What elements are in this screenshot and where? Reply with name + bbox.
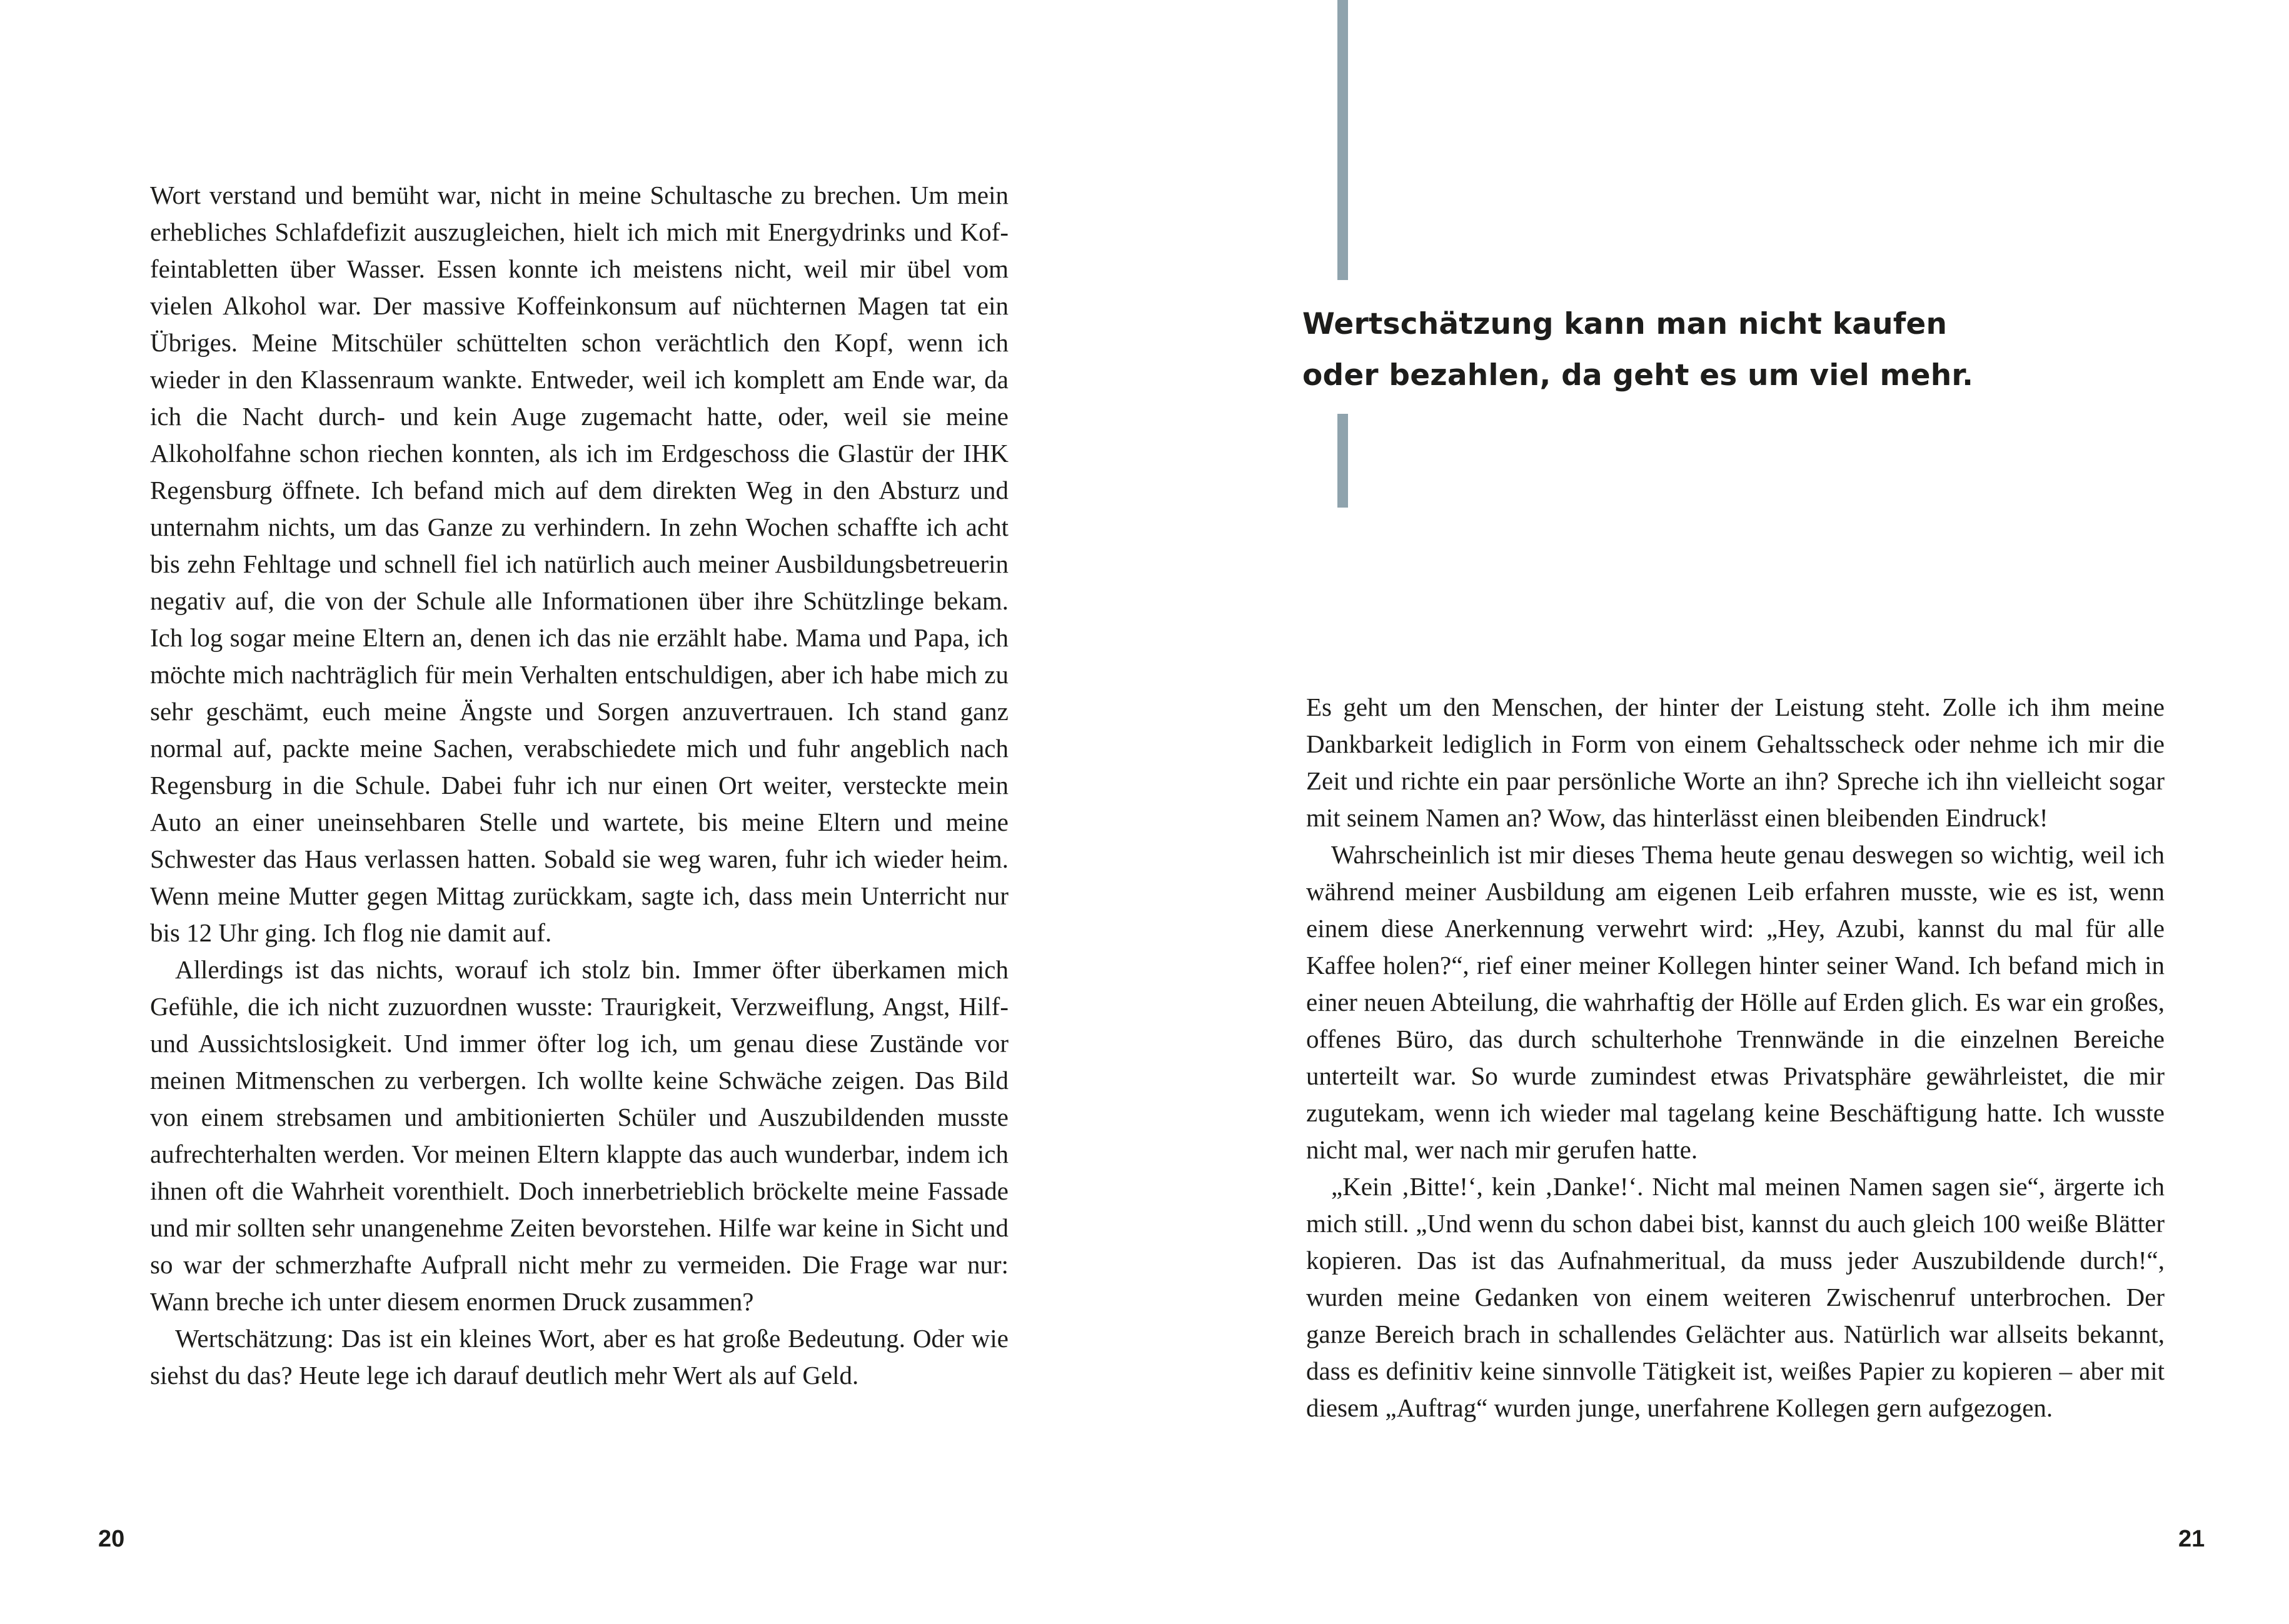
pull-quote-line-1: Wertschätzung kann man nicht kaufen	[1302, 307, 1948, 341]
pull-quote	[1302, 299, 2021, 401]
right-paragraph-1: Es geht um den Menschen, der hinter der Leistung steht. Zolle ich ihm meine Dankbarkeit lediglich in Form von einem Gehaltsscheck oder nehme ich mir die Zeit und richte ein paar persönliche Worte an ihn? Spreche ich ihn vielleicht sogar mit seinem Namen an? Wow, das hinterlässt einen bleibenden Eindruck!	[1306, 693, 2165, 832]
left-paragraph-1: Wort verstand und bemüht war, nicht in meine Schultasche zu brechen. Um mein erhebliches Schlafdefizit auszugleichen, hielt ich mich mit Energydrinks und Koffeintabletten über Wasser. Essen konnte ich meistens nicht, weil mir übel vom vielen Alkohol war. Der massive Koffeinkonsum auf nüchternen Magen tat ein Übriges. Meine Mitschüler schüttelten schon verächtlich den Kopf, wenn ich wieder in den Klassenraum wankte. Entweder, weil ich komplett am Ende war, da ich die Nacht durch- und kein Auge zugemacht hatte, oder, weil sie meine Alkoholfahne schon riechen konnten, als ich im Erdgeschoss die Glastür der IHK Regensburg öffnete. Ich befand mich auf dem direkten Weg in den Absturz und unternahm nichts, um das Ganze zu verhindern. In zehn Wochen schaffte ich acht bis zehn Fehltage und schnell fiel ich natürlich auch meiner Ausbildungsbetreuerin negativ auf, die von der Schule alle Informationen über ihre Schützlinge bekam. Ich log sogar meine Eltern an, denen ich das nie erzählt habe. Mama und Papa, ich möchte mich nachträglich für mein Verhalten entschuldigen, aber ich habe mich zu sehr geschämt, euch meine Ängste und Sorgen anzuvertrauen. Ich stand ganz normal auf, packte meine Sachen, verabschiedete mich und fuhr angeblich nach Regensburg in die Schule. Dabei fuhr ich nur einen Ort weiter, versteckte mein Auto an einer uneinsehbaren Stelle und wartete, bis meine Eltern und meine Schwester das Haus verlassen hatten. Sobald sie weg waren, fuhr ich wieder heim. Wenn meine Mutter gegen Mittag zurückkam, sagte ich, dass mein Unterricht nur bis 12 Uhr ging. Ich flog nie damit auf.	[150, 181, 1009, 947]
right-paragraph-2: Wahrscheinlich ist mir dieses Thema heute genau deswegen so wichtig, weil ich während meiner Ausbildung am eigenen Leib erfahren musste, wie es ist, wenn einem diese Anerkennung verwehrt wird: „Hey, Azubi, kannst du mal für alle Kaffee holen?“, rief einer meiner Kollegen hinter seiner Wand. Ich befand mich in einer neuen Abteilung, die wahrhaftig der Hölle auf Erden glich. Es war ein großes, offenes Büro, das durch schulterhohe Trennwände in die einzelnen Bereiche unterteilt war. So wurde zumindest etwas Privatsphäre gewährleistet, die mir zugutekam, wenn ich wieder mal tagelang keine Beschäftigung hatte. Ich wusste nicht mal, wer nach mir gerufen hatte.	[1306, 840, 2165, 1164]
left-page-body-text	[150, 177, 1009, 1394]
right-paragraph-3: „Kein ‚Bitte!‘, kein ‚Danke!‘. Nicht mal meinen Namen sagen sie“, ärgerte ich mich still. „Und wenn du schon dabei bist, kannst du auch gleich 100 weiße Blätter kopieren. Das ist das Aufnahmeritual, da muss jeder Auszubildende durch!“, wurden meine Gedanken von einem weiteren Zwischenruf unterbrochen. Der ganze Bereich brach in schallendes Gelächter aus. Natürlich war allseits bekannt, dass es definitiv keine sinnvolle Tätigkeit ist, weißes Papier zu kopieren – aber mit diesem „Auftrag“ wurden junge, unerfahrene Kollegen gern aufgezogen.	[1306, 1172, 2165, 1422]
left-paragraph-3: Wertschätzung: Das ist ein kleines Wort, aber es hat große Bedeutung. Oder wie siehst du das? Heute lege ich darauf deutlich mehr Wert als auf Geld.	[150, 1324, 1009, 1390]
right-page-body-text	[1306, 689, 2165, 1426]
page-number-left: 20	[98, 1526, 125, 1552]
left-page	[0, 0, 1144, 1624]
pull-quote-line-2: oder bezahlen, da geht es um viel mehr.	[1302, 358, 1974, 393]
pull-quote-bar-top	[1337, 0, 1348, 280]
pull-quote-bar-bottom	[1337, 414, 1348, 508]
right-page	[1144, 0, 2289, 1624]
left-paragraph-2: Allerdings ist das nichts, worauf ich stolz bin. Immer öfter überkamen mich Gefühle, die ich nicht zuzuordnen wusste: Traurigkeit, Verzweiflung, Angst, Hilf- und Aussichtslosigkeit. Und immer öfter log ich, um genau diese Zustände vor meinen Mitmenschen zu verbergen. Ich wollte keine Schwäche zeigen. Das Bild von einem strebsamen und ambitionierten Schüler und Auszubildenden musste aufrechterhalten werden. Vor meinen Eltern klappte das auch wunderbar, indem ich ihnen oft die Wahrheit vorenthielt. Doch innerbetrieblich bröckelte meine Fassade und mir sollten sehr unangenehme Zeiten bevorstehen. Hilfe war keine in Sicht und so war der schmerzhafte Aufprall nicht mehr zu vermeiden. Die Frage war nur: Wann breche ich unter diesem enormen Druck zusammen?	[150, 955, 1009, 1316]
page-number-right: 21	[2178, 1526, 2205, 1552]
